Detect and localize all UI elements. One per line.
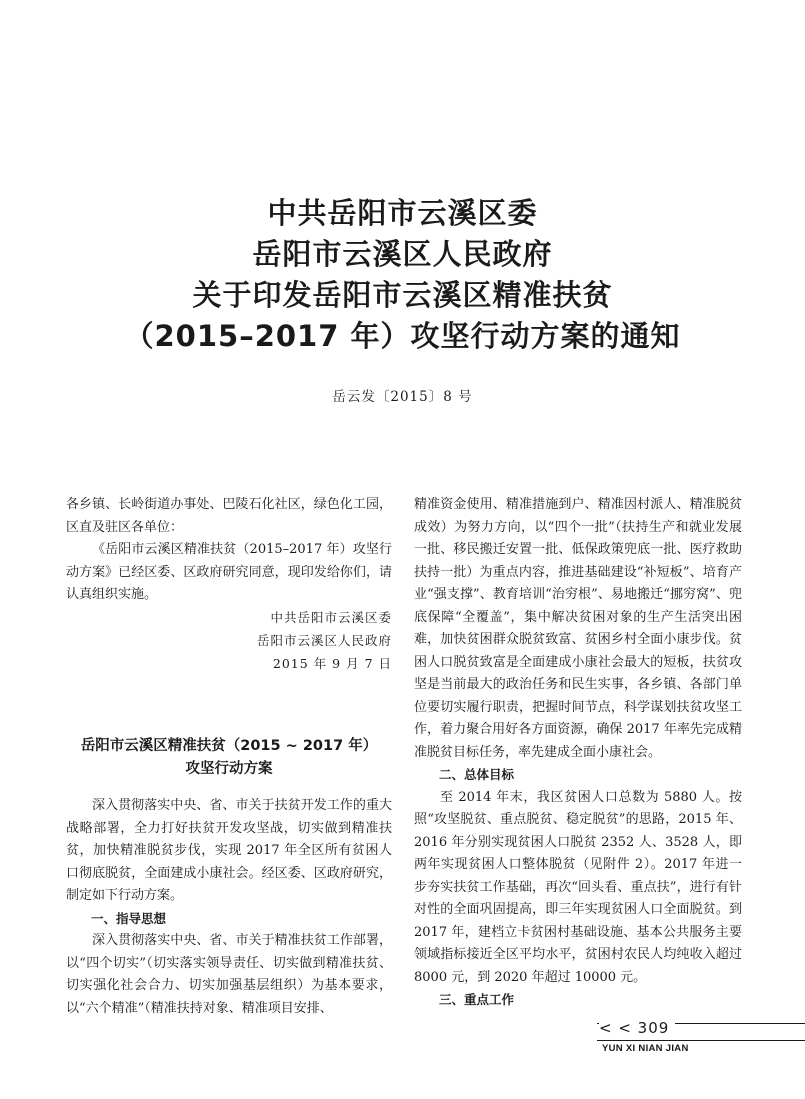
title-line: 关于印发岳阳市云溪区精准扶贫	[192, 278, 613, 312]
page-number: < < 309	[599, 1019, 675, 1037]
plan-body-right-column	[414, 494, 742, 1012]
signature-issuer: 岳阳市云溪区人民政府	[256, 633, 392, 648]
plan-intro-paragraph: 深入贯彻落实中央、省、市关于扶贫开发工作的重大战略部署，全力打好扶贫开发攻坚战，切实做到精准扶贫，加快精准脱贫步伐，实现 2017 年全区所有贫困人口彻底脱贫，全面建成小康社会。经区委、区政府研究，制定如下行动方案。	[66, 798, 392, 903]
addressee-text: 各乡镇、长岭街道办事处、巴陵石化社区，绿色化工园，区直及驻区各单位：	[66, 497, 392, 535]
notice-body	[66, 539, 392, 607]
document-number: 岳云发〔2015〕8 号	[332, 389, 473, 405]
signature-issuer: 中共岳阳市云溪区委	[270, 610, 392, 625]
running-title: YUN XI NIAN JIAN	[602, 1043, 689, 1054]
plan-title	[66, 735, 392, 781]
section1-paragraph-start: 深入贯彻落实中央、省、市关于精准扶贫工作部署，以“四个切实”（切实落实领导责任、切实做到精准扶贫、切实强化社会合力、切实加强基层组织）为基本要求，以“六个精准”（精准扶持对象、精准项目安排、	[66, 933, 392, 1016]
plan-title-line: 岳阳市云溪区精准扶贫（2015 ~ 2017 年）	[80, 738, 378, 754]
notice-addressee	[66, 494, 392, 539]
notice-body-text: 《岳阳市云溪区精准扶贫（2015–2017 年）攻坚行动方案》已经区委、区政府研究同意，现印发给你们，请认真组织实施。	[66, 542, 392, 602]
plan-body-left-column	[66, 795, 392, 1020]
title-line: 中共岳阳市云溪区委	[267, 196, 538, 230]
plan-title-line: 攻坚行动方案	[185, 761, 273, 777]
section-heading: 一、指导思想	[91, 910, 167, 926]
document-title	[60, 193, 745, 357]
notice-signature	[66, 606, 392, 675]
signature-date: 2015 年 9 月 7 日	[272, 656, 392, 671]
section-heading: 二、总体目标	[439, 767, 515, 782]
section2-paragraph: 至 2014 年末，我区贫困人口总数为 5880 人。按照“攻坚脱贫、重点脱贫、稳定脱贫”的思路，2015 年、2016 年分别实现贫困人口脱贫 2352 人、3528 人，即两年实现贫困人口整体脱贫（见附件 2）。2017 年进一步夯实扶贫工作基础，再次“回头看、重点扶”，进行有针对性的全面巩固提高，即三年实现贫困人口全面脱贫。到 2017 年，建档立卡贫困村基础设施、基本公共服务主要领域指标接近全区平均水平，贫困村农民人均纯收入超过 8000 元，到 2020 年超过 10000 元。	[414, 789, 742, 985]
section1-paragraph-continued: 精准资金使用、精准措施到户、精准因村派人、精准脱贫成效）为努力方向，以“四个一批”（扶持生产和就业发展一批、移民搬迁安置一批、低保政策兜底一批、医疗救助扶持一批）为重点内容，推进基础建设“补短板”、培育产业“强支撑”、教育培训“治穷根”、易地搬迁“挪穷窝”、兜底保障“全覆盖”，集中解决贫困对象的生产生活突出困难，加快贫困群众脱贫致富、贫困乡村全面小康步伐。贫困人口脱贫致富是全面建成小康社会最大的短板，扶贫攻坚是当前最大的政治任务和民生实事，各乡镇、各部门单位要切实履行职责，把握时间节点，科学谋划扶贫攻坚工作，着力聚合用好各方面资源，确保 2017 年率先完成精准脱贫目标任务，率先建成全面小康社会。	[414, 497, 742, 760]
title-line: （2015–2017 年）攻坚行动方案的通知	[124, 319, 681, 353]
section-heading: 三、重点工作	[439, 992, 515, 1007]
title-line: 岳阳市云溪区人民政府	[252, 237, 553, 271]
